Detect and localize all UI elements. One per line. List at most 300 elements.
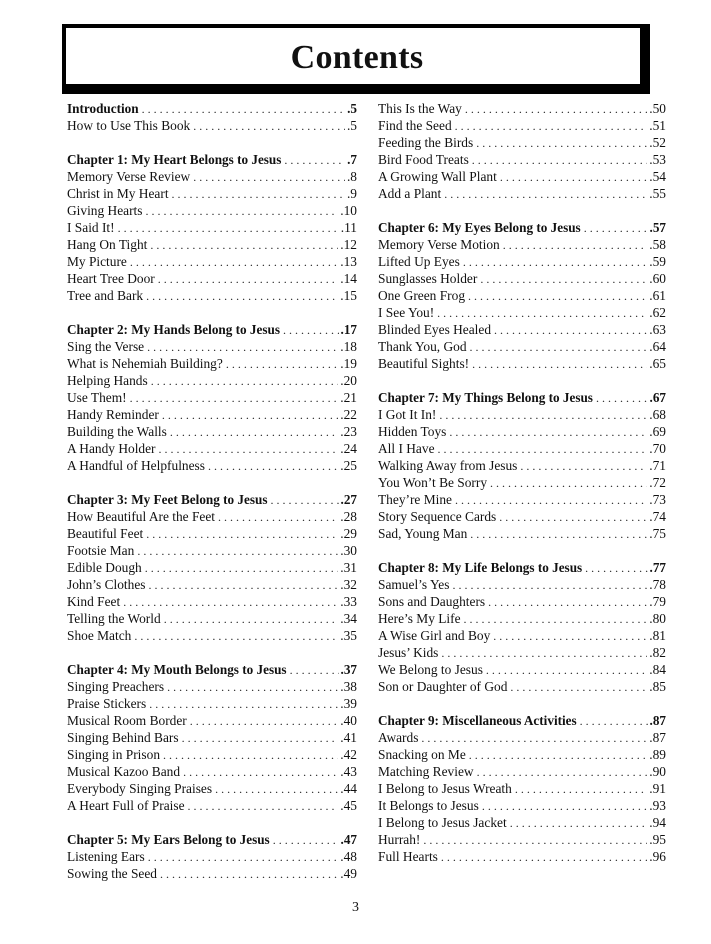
toc-entry-page: .35	[340, 628, 357, 643]
toc-entry-page: .85	[649, 679, 666, 694]
toc-entry-title: I Got It In!	[378, 407, 437, 422]
dot-leader	[444, 186, 647, 203]
toc-entry-page: .23	[340, 424, 357, 439]
toc-entry-title: Introduction	[67, 101, 139, 116]
toc-entry	[378, 355, 666, 372]
toc-entry-page: .73	[649, 492, 666, 507]
toc-entry	[67, 406, 357, 423]
toc-entry-page: .10	[340, 203, 357, 218]
toc-entry-title: Find the Seed	[378, 118, 452, 133]
toc-entry-title: They’re Mine	[378, 492, 452, 507]
toc-entry-title: A Wise Girl and Boy	[378, 628, 491, 643]
toc-entry	[67, 678, 357, 695]
toc-entry	[378, 287, 666, 304]
toc-entry	[378, 525, 666, 542]
toc-entry	[67, 712, 357, 729]
toc-entry-title: Beautiful Feet	[67, 526, 144, 541]
toc-entry	[378, 644, 666, 661]
toc-entry-title: It Belongs to Jesus	[378, 798, 479, 813]
toc-entry-title: Tree and Bark	[67, 288, 144, 303]
dot-leader	[470, 526, 647, 543]
dot-leader	[123, 594, 338, 611]
toc-entry	[378, 593, 666, 610]
dot-leader	[490, 475, 647, 492]
toc-entry-page: .8	[346, 169, 357, 184]
toc-right-column	[378, 100, 666, 865]
dot-leader	[149, 696, 338, 713]
toc-entry	[378, 423, 666, 440]
toc-entry-title: This Is the Way	[378, 101, 462, 116]
dot-leader	[226, 356, 338, 373]
section-gap	[378, 542, 666, 559]
toc-entry-title: A Handful of Helpfulness	[67, 458, 205, 473]
toc-entry-title: A Handy Holder	[67, 441, 156, 456]
toc-entry	[378, 253, 666, 270]
dot-leader	[515, 781, 647, 798]
toc-entry-page: .72	[649, 475, 666, 490]
toc-entry	[378, 270, 666, 287]
toc-entry-title: Full Hearts	[378, 849, 438, 864]
toc-entry-page: .63	[649, 322, 666, 337]
toc-entry	[378, 321, 666, 338]
toc-entry-title: Helping Hands	[67, 373, 148, 388]
toc-entry-title: Awards	[378, 730, 419, 745]
toc-entry	[67, 865, 357, 882]
dot-leader	[150, 237, 338, 254]
toc-entry	[378, 457, 666, 474]
toc-chapter-heading	[378, 712, 666, 729]
toc-entry	[67, 797, 357, 814]
toc-entry	[67, 508, 357, 525]
toc-entry-title: A Growing Wall Plant	[378, 169, 497, 184]
toc-entry-title: Building the Walls	[67, 424, 167, 439]
toc-entry-title: Footsie Man	[67, 543, 135, 558]
toc-chapter-heading	[378, 389, 666, 406]
dot-leader	[182, 730, 339, 747]
toc-entry-title: Sad, Young Man	[378, 526, 468, 541]
toc-entry-page: .34	[340, 611, 357, 626]
toc-entry-page: .54	[649, 169, 666, 184]
dot-leader	[421, 730, 647, 747]
toc-entry-page: .45	[340, 798, 357, 813]
toc-entry-title: Add a Plant	[378, 186, 442, 201]
section-gap	[378, 372, 666, 389]
dot-leader	[147, 339, 338, 356]
toc-entry-page: .38	[340, 679, 357, 694]
toc-entry	[67, 168, 357, 185]
toc-entry-title: Singing Preachers	[67, 679, 165, 694]
toc-entry	[67, 542, 357, 559]
toc-entry-page: .9	[346, 186, 357, 201]
toc-entry-title: Beautiful Sights!	[378, 356, 470, 371]
toc-entry-title: John’s Clothes	[67, 577, 146, 592]
section-gap	[67, 474, 357, 491]
toc-chapter-heading	[67, 100, 357, 117]
dot-leader	[218, 509, 338, 526]
toc-entry-title: Sunglasses Holder	[378, 271, 478, 286]
toc-entry	[378, 661, 666, 678]
toc-entry-title: Praise Stickers	[67, 696, 147, 711]
toc-entry	[67, 610, 357, 627]
toc-entry	[67, 389, 357, 406]
toc-entry-title: All I Have	[378, 441, 435, 456]
toc-entry-title: Singing in Prison	[67, 747, 161, 762]
toc-entry-page: .68	[649, 407, 666, 422]
dot-leader	[437, 305, 647, 322]
toc-entry-title: Giving Hearts	[67, 203, 143, 218]
toc-entry	[378, 134, 666, 151]
toc-chapter-heading	[67, 151, 357, 168]
dot-leader	[273, 832, 339, 849]
toc-entry-title: Christ in My Heart	[67, 186, 169, 201]
dot-leader	[142, 101, 346, 118]
toc-entry-page: .32	[340, 577, 357, 592]
dot-leader	[162, 407, 338, 424]
toc-entry-title: Chapter 3: My Feet Belong to Jesus	[67, 492, 268, 507]
toc-entry-title: Blinded Eyes Healed	[378, 322, 492, 337]
toc-entry-page: .70	[649, 441, 666, 456]
dot-leader	[469, 747, 647, 764]
toc-entry-page: .15	[340, 288, 357, 303]
toc-entry	[67, 746, 357, 763]
toc-entry-title: Everybody Singing Praises	[67, 781, 213, 796]
toc-entry-page: .90	[649, 764, 666, 779]
dot-leader	[163, 747, 338, 764]
toc-entry-page: .43	[340, 764, 357, 779]
dot-leader	[149, 577, 339, 594]
dot-leader	[130, 390, 339, 407]
dot-leader	[164, 611, 339, 628]
dot-leader	[158, 271, 338, 288]
dot-leader	[455, 118, 648, 135]
toc-entry-page: .81	[649, 628, 666, 643]
toc-entry-page: .55	[649, 186, 666, 201]
dot-leader	[439, 407, 647, 424]
toc-entry-title: I See You!	[378, 305, 435, 320]
toc-entry-page: .75	[649, 526, 666, 541]
dot-leader	[480, 271, 647, 288]
dot-leader	[468, 288, 647, 305]
dot-leader	[170, 424, 338, 441]
toc-chapter-heading	[67, 661, 357, 678]
toc-entry-title: Memory Verse Review	[67, 169, 191, 184]
toc-entry	[67, 117, 357, 134]
toc-entry-page: .12	[340, 237, 357, 252]
toc-entry	[378, 440, 666, 457]
dot-leader	[159, 441, 339, 458]
dot-leader	[193, 118, 345, 135]
toc-entry	[378, 576, 666, 593]
toc-entry	[67, 202, 357, 219]
toc-entry-page: .93	[649, 798, 666, 813]
toc-entry	[67, 525, 357, 542]
toc-entry	[67, 576, 357, 593]
toc-entry-title: How Beautiful Are the Feet	[67, 509, 216, 524]
toc-entry-title: Heart Tree Door	[67, 271, 155, 286]
toc-entry	[378, 729, 666, 746]
dot-leader	[438, 441, 648, 458]
toc-entry	[67, 270, 357, 287]
toc-entry-title: Shoe Match	[67, 628, 132, 643]
toc-entry	[378, 848, 666, 865]
toc-entry	[67, 253, 357, 270]
dot-leader	[172, 186, 345, 203]
toc-entry	[67, 372, 357, 389]
toc-entry-title: I Said It!	[67, 220, 115, 235]
dot-leader	[270, 492, 338, 509]
toc-entry-page: .31	[340, 560, 357, 575]
toc-entry-title: Samuel’s Yes	[378, 577, 450, 592]
dot-leader	[441, 849, 647, 866]
dot-leader	[290, 662, 339, 679]
toc-entry-page: .79	[649, 594, 666, 609]
toc-entry-title: Feeding the Birds	[378, 135, 474, 150]
dot-leader	[145, 560, 338, 577]
toc-entry	[378, 151, 666, 168]
toc-entry-page: .61	[649, 288, 666, 303]
toc-entry-page: .37	[340, 662, 357, 677]
toc-entry-page: .30	[340, 543, 357, 558]
dot-leader	[585, 560, 647, 577]
dot-leader	[482, 798, 647, 815]
dot-leader	[190, 713, 338, 730]
toc-entry-page: .41	[340, 730, 357, 745]
toc-entry-page: .87	[649, 713, 666, 728]
toc-entry-title: Sowing the Seed	[67, 866, 158, 881]
toc-entry-title: I Belong to Jesus Jacket	[378, 815, 507, 830]
toc-entry-title: Listening Ears	[67, 849, 145, 864]
toc-entry-title: Jesus’ Kids	[378, 645, 439, 660]
dot-leader	[118, 220, 339, 237]
dot-leader	[167, 679, 338, 696]
toc-entry-page: .64	[649, 339, 666, 354]
toc-entry-page: .28	[340, 509, 357, 524]
toc-entry-title: Story Sequence Cards	[378, 509, 497, 524]
dot-leader	[477, 764, 648, 781]
dot-leader	[193, 169, 345, 186]
toc-entry-page: .60	[649, 271, 666, 286]
dot-leader	[472, 152, 647, 169]
toc-entry	[378, 627, 666, 644]
toc-chapter-heading	[67, 491, 357, 508]
toc-entry-title: Hidden Toys	[378, 424, 447, 439]
dot-leader	[493, 628, 647, 645]
toc-entry-title: Lifted Up Eyes	[378, 254, 460, 269]
dot-leader	[208, 458, 338, 475]
dot-leader	[283, 322, 339, 339]
section-gap	[67, 644, 357, 661]
toc-entry-title: Here’s My Life	[378, 611, 461, 626]
dot-leader	[148, 849, 339, 866]
toc-entry-title: How to Use This Book	[67, 118, 191, 133]
dot-leader	[465, 101, 647, 118]
toc-entry-page: .14	[340, 271, 357, 286]
dot-leader	[472, 356, 647, 373]
toc-entry-page: .89	[649, 747, 666, 762]
dot-leader	[494, 322, 647, 339]
toc-entry-page: .59	[649, 254, 666, 269]
toc-entry	[378, 508, 666, 525]
toc-entry-title: A Heart Full of Praise	[67, 798, 185, 813]
dot-leader	[455, 492, 647, 509]
toc-entry-title: Handy Reminder	[67, 407, 159, 422]
toc-entry-title: Edible Dough	[67, 560, 142, 575]
dot-leader	[580, 713, 648, 730]
dot-leader	[452, 577, 647, 594]
dot-leader	[423, 832, 647, 849]
toc-entry-page: .40	[340, 713, 357, 728]
toc-entry-page: .95	[649, 832, 666, 847]
toc-entry	[67, 559, 357, 576]
toc-entry	[378, 831, 666, 848]
toc-entry-page: .91	[649, 781, 666, 796]
dot-leader	[503, 237, 648, 254]
toc-entry-title: Chapter 2: My Hands Belong to Jesus	[67, 322, 280, 337]
toc-entry	[378, 117, 666, 134]
toc-entry-title: Singing Behind Bars	[67, 730, 179, 745]
toc-entry-page: .27	[340, 492, 357, 507]
toc-entry-title: We Belong to Jesus	[378, 662, 483, 677]
toc-entry	[67, 780, 357, 797]
toc-entry-title: I Belong to Jesus Wreath	[378, 781, 512, 796]
toc-entry-page: .5	[346, 118, 357, 133]
toc-entry-page: .84	[649, 662, 666, 677]
toc-entry	[67, 423, 357, 440]
toc-entry-title: Thank You, God	[378, 339, 467, 354]
dot-leader	[183, 764, 338, 781]
toc-left-column	[67, 100, 357, 882]
dot-leader	[500, 169, 647, 186]
toc-entry-page: .53	[649, 152, 666, 167]
toc-entry-page: .71	[649, 458, 666, 473]
dot-leader	[510, 815, 648, 832]
toc-entry-title: Kind Feet	[67, 594, 121, 609]
toc-entry-title: Chapter 5: My Ears Belong to Jesus	[67, 832, 270, 847]
toc-entry-page: .94	[649, 815, 666, 830]
toc-entry-page: .67	[649, 390, 666, 405]
toc-entry-page: .77	[649, 560, 666, 575]
dot-leader	[499, 509, 647, 526]
toc-entry-title: Chapter 9: Miscellaneous Activities	[378, 713, 577, 728]
toc-entry-title: Matching Review	[378, 764, 474, 779]
toc-entry	[378, 406, 666, 423]
toc-entry	[378, 763, 666, 780]
page-title: Contents	[290, 39, 424, 76]
toc-entry	[67, 287, 357, 304]
toc-entry-title: Hurrah!	[378, 832, 421, 847]
toc-entry-page: .25	[340, 458, 357, 473]
toc-entry-page: .18	[340, 339, 357, 354]
toc-entry-page: .47	[340, 832, 357, 847]
toc-chapter-heading	[67, 831, 357, 848]
toc-entry	[378, 814, 666, 831]
toc-entry	[67, 440, 357, 457]
toc-entry-page: .11	[340, 220, 357, 235]
toc-entry-title: Musical Kazoo Band	[67, 764, 181, 779]
toc-entry-page: .65	[649, 356, 666, 371]
toc-entry	[67, 627, 357, 644]
dot-leader	[476, 135, 647, 152]
toc-entry	[378, 304, 666, 321]
toc-entry-page: .21	[340, 390, 357, 405]
dot-leader	[449, 424, 647, 441]
toc-entry-page: .24	[340, 441, 357, 456]
toc-entry-page: .19	[340, 356, 357, 371]
toc-entry	[378, 797, 666, 814]
toc-chapter-heading	[378, 219, 666, 236]
dot-leader	[130, 254, 338, 271]
toc-entry-page: .33	[340, 594, 357, 609]
toc-entry-page: .52	[649, 135, 666, 150]
toc-entry	[378, 338, 666, 355]
toc-entry-page: .51	[649, 118, 666, 133]
toc-entry	[67, 236, 357, 253]
toc-entry	[67, 695, 357, 712]
toc-entry-title: Chapter 1: My Heart Belongs to Jesus	[67, 152, 282, 167]
dot-leader	[134, 628, 338, 645]
toc-entry-title: My Picture	[67, 254, 127, 269]
toc-entry	[67, 593, 357, 610]
toc-entry-page: .69	[649, 424, 666, 439]
toc-entry	[67, 355, 357, 372]
toc-entry-title: Use Them!	[67, 390, 127, 405]
toc-entry-page: .7	[347, 152, 357, 167]
toc-entry-title: One Green Frog	[378, 288, 466, 303]
toc-entry-page: .80	[649, 611, 666, 626]
section-gap	[378, 695, 666, 712]
toc-entry	[378, 185, 666, 202]
toc-entry-title: Chapter 8: My Life Belongs to Jesus	[378, 560, 583, 575]
toc-entry-page: .96	[649, 849, 666, 864]
toc-entry-title: Hang On Tight	[67, 237, 148, 252]
toc-entry	[378, 474, 666, 491]
toc-entry	[378, 780, 666, 797]
toc-entry-page: .39	[340, 696, 357, 711]
toc-entry	[67, 848, 357, 865]
toc-entry-title: Chapter 4: My Mouth Belongs to Jesus	[67, 662, 287, 677]
toc-entry-page: .17	[340, 322, 357, 337]
toc-entry-title: Telling the World	[67, 611, 161, 626]
toc-entry	[67, 457, 357, 474]
toc-entry	[378, 491, 666, 508]
dot-leader	[510, 679, 647, 696]
toc-entry-page: .29	[340, 526, 357, 541]
dot-leader	[520, 458, 647, 475]
toc-entry-title: Bird Food Treats	[378, 152, 469, 167]
page-number: 3	[352, 900, 359, 915]
dot-leader	[584, 220, 648, 237]
contents-title-box	[62, 24, 650, 94]
toc-entry-page: .5	[347, 101, 357, 116]
dot-leader	[188, 798, 339, 815]
toc-chapter-heading	[67, 321, 357, 338]
toc-entry-title: What is Nehemiah Building?	[67, 356, 223, 371]
toc-entry	[378, 610, 666, 627]
toc-entry-page: .58	[649, 237, 666, 252]
toc-entry-page: .13	[340, 254, 357, 269]
dot-leader	[151, 373, 339, 390]
toc-entry	[378, 678, 666, 695]
dot-leader	[486, 662, 647, 679]
toc-entry-title: Walking Away from Jesus	[378, 458, 518, 473]
toc-entry-page: .57	[649, 220, 666, 235]
section-gap	[67, 814, 357, 831]
dot-leader	[464, 611, 648, 628]
dot-leader	[488, 594, 647, 611]
dot-leader	[146, 288, 338, 305]
toc-entry	[67, 729, 357, 746]
toc-chapter-heading	[378, 559, 666, 576]
